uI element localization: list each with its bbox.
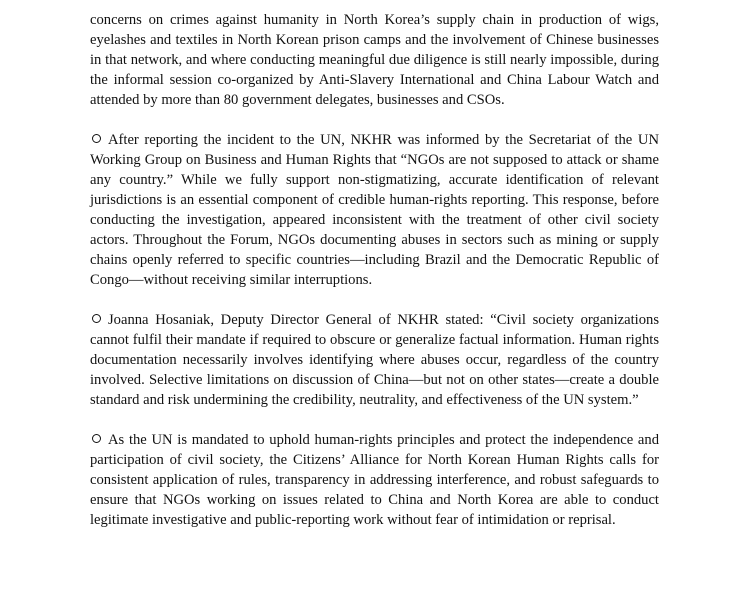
paragraph-call-to-action: [90, 430, 659, 530]
paragraph-text: After reporting the incident to the UN, NKHR was informed by the Secretariat of the UN Working Group on Business and Human Rights that “NGOs are not supposed to attack or shame any country.” While we fully support non-stigmatizing, accurate identification of relevant jurisdictions is an essential component of credible human-rights reporting. This response, before conducting the investigation, appeared inconsistent with the treatment of other civil society actors. Throughout the Forum, NGOs documenting abuses in sectors such as mining or supply chains openly referred to specific countries—including Brazil and the Democratic Republic of Congo—without receiving similar interruptions.: [90, 132, 659, 288]
paragraph-spacer: [90, 410, 659, 430]
paragraph-hosaniak-statement: [90, 310, 659, 410]
paragraph-spacer: [90, 110, 659, 130]
hollow-circle-bullet-icon: [92, 314, 101, 323]
hollow-circle-bullet-icon: [92, 434, 101, 443]
paragraph-supply-chain-concerns: [90, 10, 659, 110]
paragraph-text: As the UN is mandated to uphold human-rights principles and protect the independence and participation of civil society, the Citizens’ Alliance for North Korean Human Rights calls for consistent application of rules, transparency in addressing interference, and robust safeguards to ensure that NGOs working on issues related to China and North Korea are able to conduct legitimate investigative and public-reporting work without fear of intimidation or reprisal.: [90, 432, 659, 528]
document-body: [90, 10, 659, 530]
paragraph-un-response: [90, 130, 659, 290]
hollow-circle-bullet-icon: [92, 134, 101, 143]
paragraph-spacer: [90, 290, 659, 310]
paragraph-text: concerns on crimes against humanity in North Korea’s supply chain in production of wigs, eyelashes and textiles in North Korean prison camps and the involvement of Chinese businesses in that network, and where conducting meaningful due diligence is still nearly impossible, during the informal session co-organized by Anti-Slavery International and China Labour Watch and attended by more than 80 government delegates, businesses and CSOs.: [90, 12, 659, 108]
paragraph-text: Joanna Hosaniak, Deputy Director General of NKHR stated: “Civil society organizations cannot fulfil their mandate if required to obscure or generalize factual information. Human rights documentation necessarily involves identifying where abuses occur, regardless of the country involved. Selective limitations on discussion of China—but not on other states—create a double standard and risk undermining the credibility, neutrality, and effectiveness of the UN system.”: [90, 312, 659, 408]
